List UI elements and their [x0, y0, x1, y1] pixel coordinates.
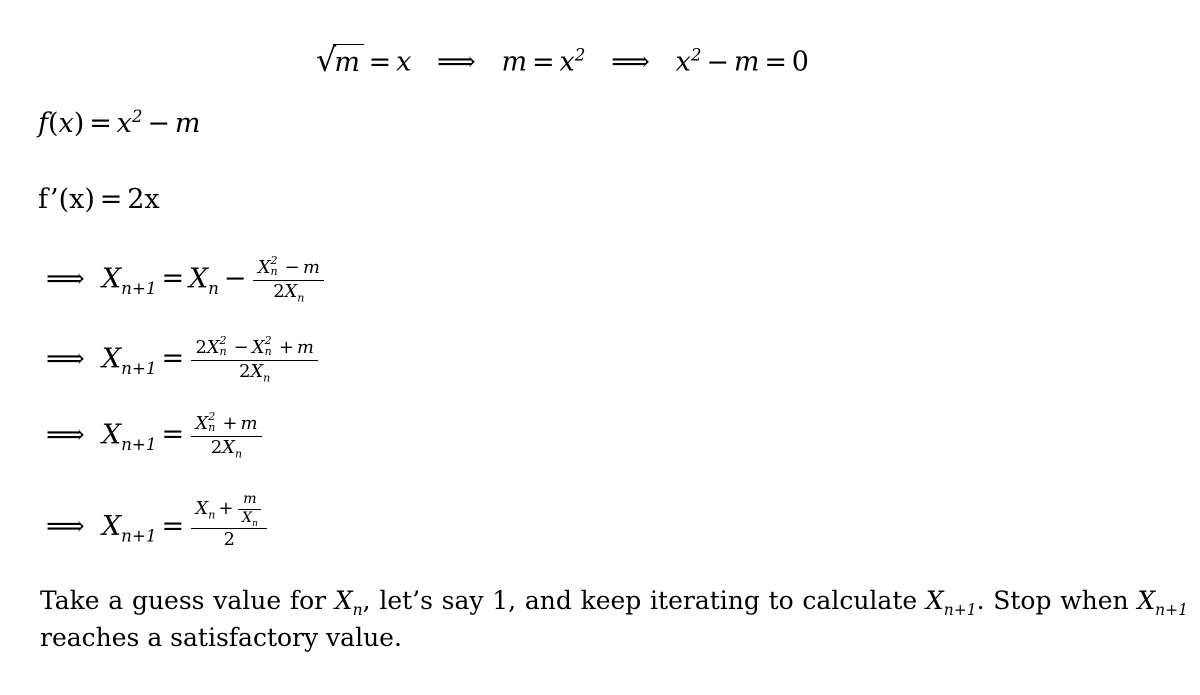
inline-var-xn1-b: $X_{n+1}$ — [1137, 586, 1188, 619]
equation-sqrt-definition: √ m = x ⟹ $m = x^2$ ⟹ $x^2 - m = 0$ — [316, 41, 809, 80]
equation-newton-step-4: ⟹ $X_{n+1}$ = $X_n$ + $\frac{m}{X_n}$ 2 — [46, 492, 270, 550]
paragraph-part-2: , let’s say 1, and keep iterating to calculate — [362, 586, 926, 615]
implies-arrow-icon: ⟹ — [46, 419, 85, 451]
radical-icon: √ — [316, 41, 337, 80]
paragraph-part-1: Take a guess value for — [40, 586, 335, 615]
sqrt-m: √ m — [316, 44, 364, 78]
fraction: X 2 n + m $2X_n$ — [191, 414, 262, 458]
implies-arrow-icon: ⟹ — [593, 46, 668, 78]
implies-arrow-icon: ⟹ — [46, 263, 85, 295]
implies-arrow-icon: ⟹ — [46, 343, 85, 375]
equation-f-of-x: $f(x) = x^2 - m$ — [38, 106, 201, 139]
equation-newton-step-2: ⟹ $X_{n+1}$ = 2X 2 n − X 2 n + m $2X_n$ — [46, 338, 320, 382]
explanation-paragraph — [40, 582, 1188, 656]
fraction: X 2 n − m $2X_n$ — [253, 258, 324, 302]
implies-arrow-icon: ⟹ — [419, 46, 493, 78]
equation-f-prime-of-x: f’(x) = 2x — [38, 184, 160, 215]
inline-var-xn1: $X_{n+1}$ — [925, 586, 977, 619]
equation-newton-step-3: ⟹ $X_{n+1}$ = X 2 n + m $2X_n$ — [46, 414, 264, 458]
fraction: 2X 2 n − X 2 n + m $2X_n$ — [191, 338, 318, 382]
implies-arrow-icon: ⟹ — [46, 511, 85, 543]
paragraph-part-3: . Stop when — [976, 586, 1138, 615]
inline-var-xn: $X_n$ — [334, 586, 363, 619]
fraction: $X_n$ + $\frac{m}{X_n}$ 2 — [191, 492, 267, 550]
equation-newton-step-1: ⟹ $X_{n+1} = X_n$ − X 2 n − m $2X_n$ — [46, 258, 326, 302]
paragraph-part-4: reaches a satisfactory value. — [40, 623, 402, 652]
